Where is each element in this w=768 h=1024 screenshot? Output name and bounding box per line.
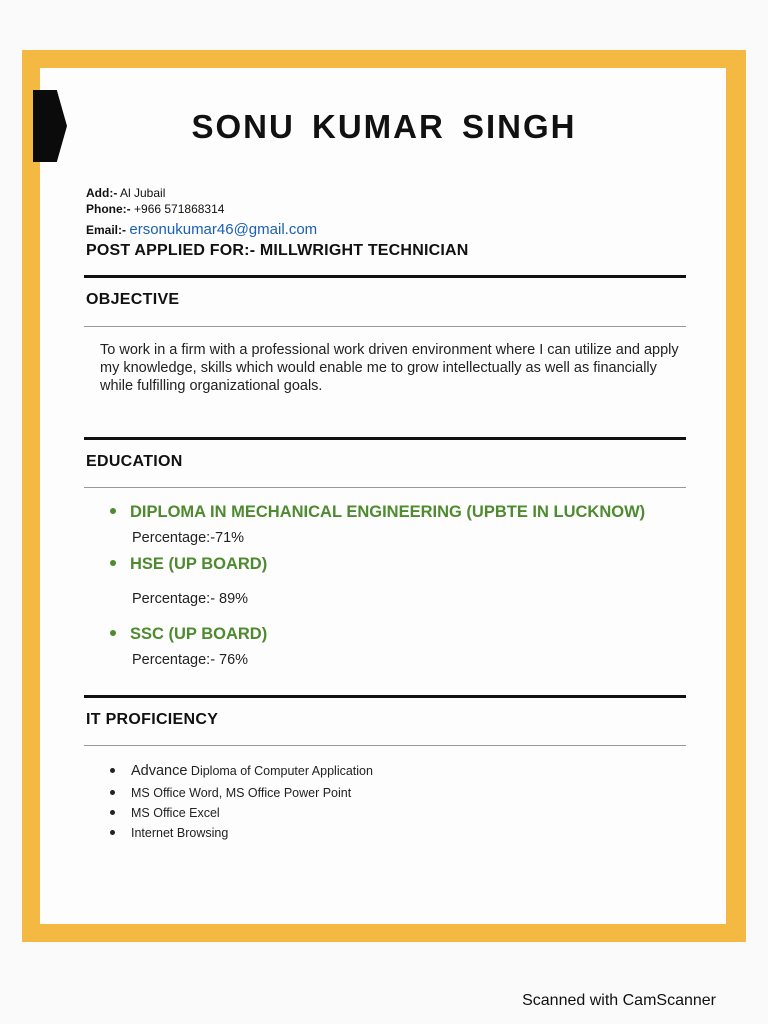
bullet-icon bbox=[110, 830, 115, 835]
bullet-icon bbox=[110, 630, 116, 636]
it-item-text: Internet Browsing bbox=[131, 826, 229, 840]
address-line bbox=[86, 186, 165, 200]
it-item bbox=[110, 786, 351, 800]
heading-underline bbox=[84, 745, 686, 746]
address-value: Al Jubail bbox=[120, 186, 166, 200]
education-item bbox=[110, 503, 645, 522]
it-item bbox=[110, 763, 373, 779]
it-item bbox=[110, 806, 220, 820]
phone-line bbox=[86, 202, 224, 216]
education-title: DIPLOMA IN MECHANICAL ENGINEERING (UPBTE IN LUCKNOW) bbox=[130, 503, 646, 521]
objective-text: To work in a firm with a professional work driven environment where I can utilize and apply my knowledge, skills which would enable me to grow intellectually as well as financially while fulfilling organizational goals. bbox=[100, 342, 679, 394]
it-item-text: MS Office Word, MS Office Power Point bbox=[131, 786, 352, 800]
education-item bbox=[110, 555, 267, 574]
education-percentage: Percentage:- 89% bbox=[132, 591, 249, 607]
address-label: Add:- bbox=[86, 186, 118, 200]
section-divider bbox=[84, 695, 686, 698]
email-label: Email:- bbox=[86, 223, 127, 237]
phone-label: Phone:- bbox=[86, 202, 131, 216]
bullet-icon bbox=[110, 790, 115, 795]
it-item-text: Diploma of Computer Application bbox=[187, 764, 373, 778]
it-item bbox=[110, 826, 228, 840]
section-divider bbox=[84, 275, 686, 278]
scanner-watermark: Scanned with CamScanner bbox=[522, 992, 716, 1009]
heading-underline bbox=[84, 487, 686, 488]
candidate-name: SONU KUMAR SINGH bbox=[191, 108, 577, 145]
bullet-icon bbox=[110, 508, 116, 514]
education-title: SSC (UP BOARD) bbox=[130, 625, 268, 643]
email-link[interactable]: ersonukumar46@gmail.com bbox=[129, 221, 318, 238]
education-title: HSE (UP BOARD) bbox=[130, 555, 268, 573]
section-divider bbox=[84, 437, 686, 440]
it-proficiency-heading: IT PROFICIENCY bbox=[86, 711, 219, 728]
it-item-lead: Advance bbox=[131, 763, 188, 779]
objective-heading: OBJECTIVE bbox=[86, 291, 180, 308]
bullet-icon bbox=[110, 810, 115, 815]
heading-underline bbox=[84, 326, 686, 327]
phone-value: +966 571868314 bbox=[134, 202, 225, 216]
bullet-icon bbox=[110, 768, 115, 773]
post-applied-for: POST APPLIED FOR:- MILLWRIGHT TECHNICIAN bbox=[86, 242, 469, 259]
education-item bbox=[110, 625, 267, 644]
bullet-icon bbox=[110, 560, 116, 566]
education-heading: EDUCATION bbox=[86, 453, 183, 470]
education-percentage: Percentage:-71% bbox=[132, 530, 245, 546]
education-percentage: Percentage:- 76% bbox=[132, 652, 249, 668]
email-line bbox=[86, 221, 317, 238]
it-item-text: MS Office Excel bbox=[131, 806, 220, 820]
